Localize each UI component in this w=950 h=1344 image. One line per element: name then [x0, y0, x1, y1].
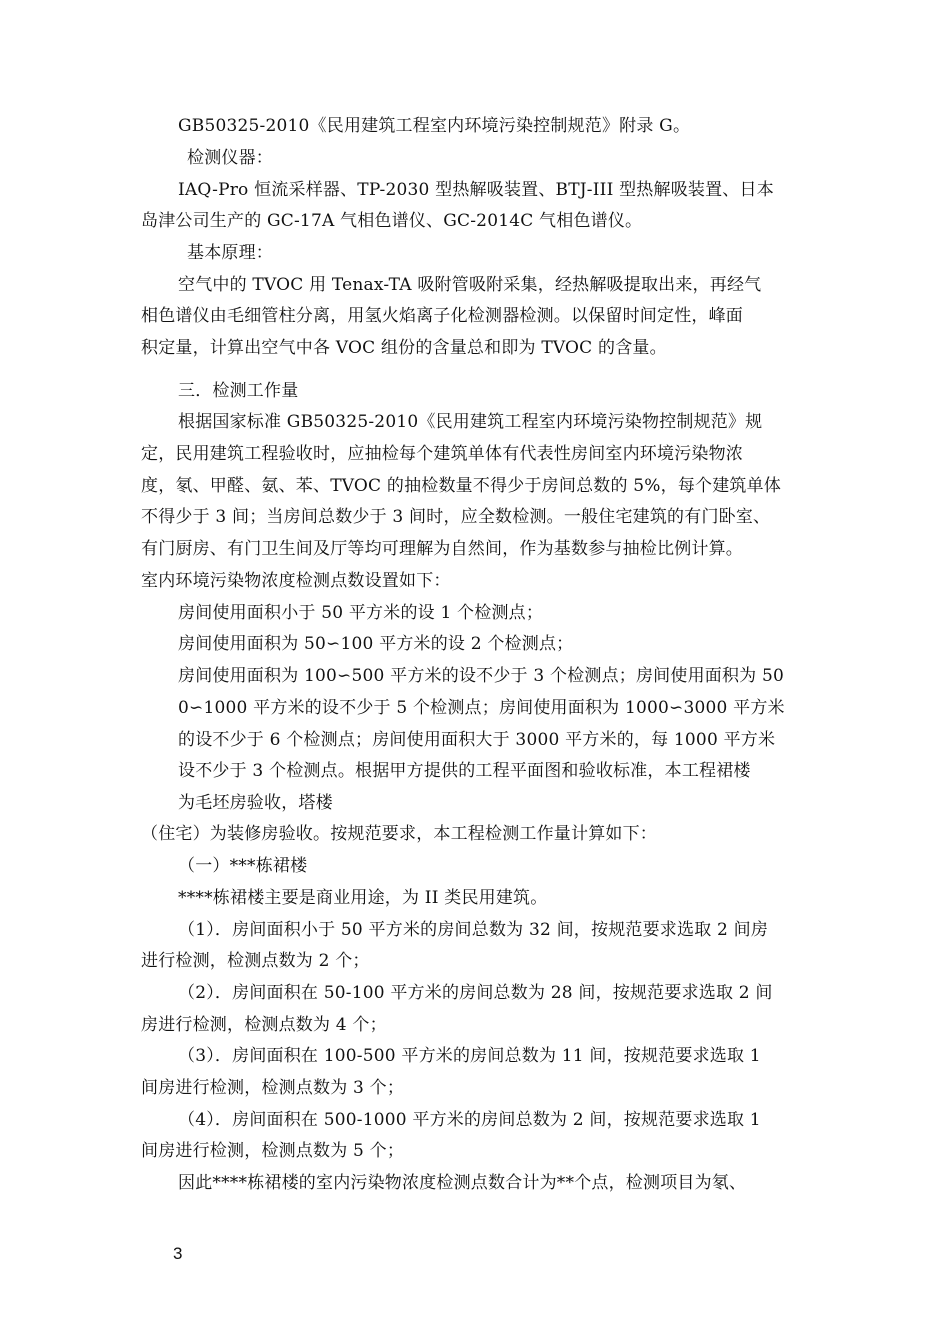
subsection-heading: （一）***栋裙楼: [178, 856, 308, 876]
text-line: 基本原理：: [187, 243, 273, 263]
text-line: （1）．房间面积小于 50 平方米的房间总数为 32 间，按规范要求选取 2 间房: [178, 920, 769, 940]
text-line: （2）．房间面积在 50-100 平方米的房间总数为 28 间，按规范要求选取 2 间: [178, 983, 773, 1003]
text-line: 定，民用建筑工程验收时，应抽检每个建筑单体有代表性房间室内环境污染物浓: [141, 444, 743, 464]
text-line: 有门厨房、有门卫生间及厅等均可理解为自然间，作为基数参与抽检比例计算。: [141, 539, 743, 559]
text-line: 0∽1000 平方米的设不少于 5 个检测点；房间使用面积为 1000∽3000 平方米: [178, 698, 785, 718]
text-line: 房进行检测，检测点数为 4 个；: [141, 1015, 387, 1035]
text-line: 的设不少于 6 个检测点；房间使用面积大于 3000 平方米的，每 1000 平方米: [178, 730, 776, 750]
text-line: 检测仪器：: [187, 148, 273, 168]
text-line: 房间使用面积为 50∽100 平方米的设 2 个检测点；: [178, 634, 574, 654]
text-line: （4）．房间面积在 500-1000 平方米的房间总数为 2 间，按规范要求选取 1: [178, 1110, 761, 1130]
text-line: 房间使用面积小于 50 平方米的设 1 个检测点；: [178, 603, 544, 623]
text-line: 进行检测，检测点数为 2 个；: [141, 951, 370, 971]
text-line: 根据国家标准 GB50325-2010《民用建筑工程室内环境污染物控制规范》规: [178, 412, 763, 432]
page-number: 3: [173, 1244, 183, 1263]
text-line: 房间使用面积为 100∽500 平方米的设不少于 3 个检测点；房间使用面积为 50: [178, 666, 785, 686]
text-line: 积定量，计算出空气中各 VOC 组份的含量总和即为 TVOC 的含量。: [141, 338, 667, 358]
text-line: ****栋裙楼主要是商业用途，为 II 类民用建筑。: [178, 888, 548, 908]
text-line: 空气中的 TVOC 用 Tenax-TA 吸附管吸附采集，经热解吸提取出来，再经气: [178, 275, 762, 295]
text-line: GB50325-2010《民用建筑工程室内环境污染控制规范》附录 G。: [178, 116, 691, 136]
section-heading: 三．检测工作量: [178, 381, 299, 401]
text-line: 因此****栋裙楼的室内污染物浓度检测点数合计为**个点，检测项目为氡、: [178, 1173, 747, 1193]
text-line: （3）．房间面积在 100-500 平方米的房间总数为 11 间，按规范要求选取 1: [178, 1046, 761, 1066]
text-line: 间房进行检测，检测点数为 3 个；: [141, 1078, 405, 1098]
text-line: 室内环境污染物浓度检测点数设置如下：: [141, 571, 451, 591]
text-line: 不得少于 3 间；当房间总数少于 3 间时，应全数检测。一般住宅建筑的有门卧室、: [141, 507, 771, 527]
text-line: （住宅）为装修房验收。按规范要求，本工程检测工作量计算如下：: [141, 824, 657, 844]
text-line: 度，氡、甲醛、氨、苯、TVOC 的抽检数量不得少于房间总数的 5%，每个建筑单体: [141, 476, 782, 496]
text-line: 岛津公司生产的 GC-17A 气相色谱仪、GC-2014C 气相色谱仪。: [141, 211, 643, 231]
text-line: 为毛坯房验收，塔楼: [178, 793, 333, 813]
text-line: 间房进行检测，检测点数为 5 个；: [141, 1141, 405, 1161]
text-line: 设不少于 3 个检测点。根据甲方提供的工程平面图和验收标准，本工程裙楼: [178, 761, 751, 781]
text-line: 相色谱仪由毛细管柱分离，用氢火焰离子化检测器检测。以保留时间定性，峰面: [141, 306, 743, 326]
text-line: IAQ-Pro 恒流采样器、TP-2030 型热解吸装置、BTJ-III 型热解吸装置、日本: [178, 180, 774, 200]
